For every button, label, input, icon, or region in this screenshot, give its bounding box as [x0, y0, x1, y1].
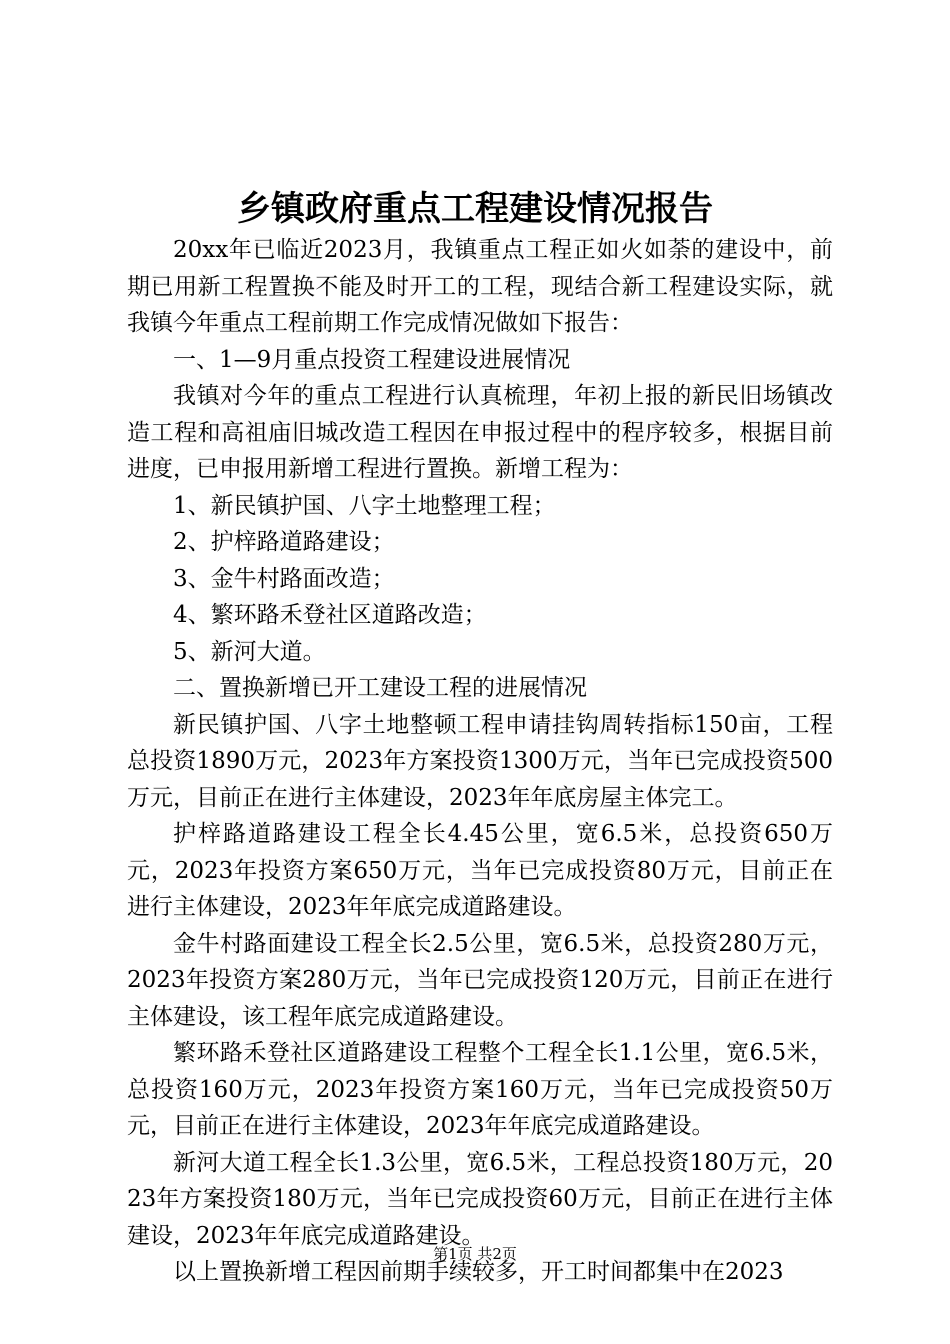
list-item: 1、新民镇护国、八字土地整理工程；: [173, 492, 556, 519]
page-footer: 第1页 共2页: [433, 1245, 517, 1263]
list-item: 5、新河大道。: [173, 638, 326, 665]
paragraph: 新河大道工程全长1.3公里，宽6.5米，工程总投资180万元，2023年方案投资180万元，当年已完成投资60万元，目前正在进行主体建设，2023年年底完成道路建设。: [127, 1149, 833, 1249]
document-title: 乡镇政府重点工程建设情况报告: [237, 189, 713, 229]
paragraph: 新民镇护国、八字土地整顿工程申请挂钩周转指标150亩，工程总投资1890万元，2023年方案投资1300万元，当年已完成投资500万元，目前正在进行主体建设，2023年年底房屋主体完工。: [127, 711, 833, 811]
list-item: 4、繁环路禾登社区道路改造；: [173, 602, 487, 628]
section-heading: 一、1—9月重点投资工程建设进展情况: [173, 346, 571, 373]
paragraph: 繁环路禾登社区道路建设工程整个工程全长1.1公里，宽6.5米，总投资160万元，2023年投资方案160万元，当年已完成投资50万元，目前正在进行主体建设，2023年年底完成道路建设。: [127, 1040, 833, 1139]
paragraph: 护梓路道路建设工程全长4.45公里，宽6.5米，总投资650万元，2023年投资方案650万元，当年已完成投资80万元，目前正在进行主体建设，2023年年底完成道路建设。: [127, 821, 833, 920]
paragraph: 20xx年已临近2023月，我镇重点工程正如火如荼的建设中，前期已用新工程置换不能及时开工的工程，现结合新工程建设实际，就我镇今年重点工程前期工作完成情况做如下报告：: [127, 237, 833, 336]
list-item: 2、护梓路道路建设；: [173, 529, 395, 555]
paragraph: 我镇对今年的重点工程进行认真梳理，年初上报的新民旧场镇改造工程和高祖庙旧城改造工程因在申报过程中的程序较多，根据目前进度，已申报用新增工程进行置换。新增工程为：: [127, 383, 833, 482]
paragraph: 以上置换新增工程因前期手续较多，开工时间都集中在2023: [173, 1259, 784, 1285]
document-body: [127, 232, 833, 1291]
section-heading: 二、置换新增已开工建设工程的进展情况: [173, 675, 587, 701]
list-item: 3、金牛村路面改造；: [173, 565, 395, 592]
paragraph: 金牛村路面建设工程全长2.5公里，宽6.5米，总投资280万元，2023年投资方案280万元，当年已完成投资120万元，目前正在进行主体建设，该工程年底完成道路建设。: [127, 930, 833, 1030]
